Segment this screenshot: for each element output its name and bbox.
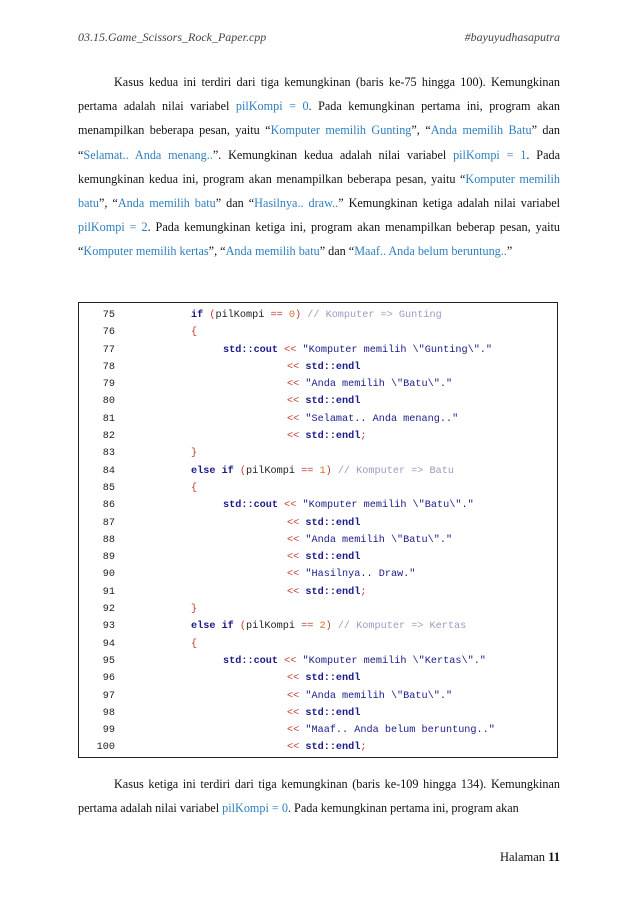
code-token: == xyxy=(301,465,314,477)
code-source xyxy=(191,480,197,497)
code-source xyxy=(191,636,197,653)
text-run: ”, “ xyxy=(411,123,431,138)
highlight-term: Anda memilih batu xyxy=(225,244,320,259)
code-token: "Maaf.. Anda belum beruntung.." xyxy=(305,725,495,737)
code-source xyxy=(287,722,495,739)
code-line xyxy=(79,636,557,653)
code-token: else if xyxy=(191,621,240,633)
text-run: ” dan “ xyxy=(319,244,355,259)
code-line xyxy=(79,307,557,324)
code-source xyxy=(287,532,452,549)
code-source xyxy=(287,739,367,756)
code-token: << xyxy=(287,725,300,737)
code-token: std::endl xyxy=(305,707,361,719)
code-source xyxy=(191,307,442,324)
code-token: } xyxy=(191,448,198,460)
code-token: // Komputer => Batu xyxy=(337,465,454,477)
code-token: << xyxy=(287,431,300,443)
header-author-tag: #bayuyudhasaputra xyxy=(464,30,560,44)
code-line xyxy=(79,411,557,428)
highlight-term: pilKompi = 0 xyxy=(235,99,309,114)
line-number: 94 xyxy=(102,638,115,650)
code-token: == xyxy=(270,310,283,321)
code-source xyxy=(191,445,197,462)
code-token: ) xyxy=(325,465,332,477)
code-source xyxy=(287,584,367,601)
code-token: << xyxy=(284,500,297,512)
code-line xyxy=(79,618,557,635)
line-number: 86 xyxy=(102,500,115,512)
text-run: . Pada kemungkinan pertama ini, program akan xyxy=(287,801,519,816)
code-line xyxy=(79,739,557,756)
code-token: 2 xyxy=(319,621,326,633)
code-token: ( xyxy=(239,465,247,477)
line-number: 89 xyxy=(102,552,115,564)
code-token: << xyxy=(287,413,300,425)
text-run: Kasus kedua ini terdiri dari tiga kemungkinan (baris ke-75 hingga 100). Kemungkinan pertama adalah nilai variabel xyxy=(78,75,560,114)
page-number: 11 xyxy=(548,850,560,864)
code-token: pilKompi xyxy=(215,310,271,321)
code-line xyxy=(79,393,557,410)
code-token: << xyxy=(287,552,300,564)
code-token: == xyxy=(301,621,314,633)
code-token: ) xyxy=(294,310,302,321)
code-line xyxy=(79,532,557,549)
code-token: << xyxy=(287,690,300,702)
code-source xyxy=(191,463,454,480)
line-number: 84 xyxy=(102,465,115,477)
code-token: << xyxy=(284,344,297,356)
text-run: . Pada kemungkinan kedua ini, program akan menampilkan beberapa pesan, yaitu “ xyxy=(78,147,560,186)
code-token: std::endl xyxy=(305,396,361,408)
code-token: std::endl xyxy=(305,586,361,598)
code-source xyxy=(287,393,360,410)
code-token: std::cout xyxy=(223,655,279,667)
line-number: 81 xyxy=(102,413,115,425)
highlight-term: pilKompi = 1 xyxy=(453,147,527,162)
code-token: "Anda memilih \"Batu\"." xyxy=(305,690,453,702)
code-token: 1 xyxy=(319,465,326,477)
code-line xyxy=(79,480,557,497)
text-run: Kasus ketiga ini terdiri dari tiga kemungkinan (baris ke-109 hingga 134). Kemungkinan pertama adalah nilai variabel xyxy=(78,777,560,816)
code-token: "Komputer memilih \"Batu\"." xyxy=(302,500,474,512)
page-header xyxy=(78,30,560,50)
code-token: std::cout xyxy=(223,344,279,356)
code-token: else if xyxy=(191,465,240,477)
line-number: 96 xyxy=(102,673,115,685)
code-token: << xyxy=(287,361,300,373)
highlight-term: Hasilnya.. draw.. xyxy=(254,196,339,211)
code-token: << xyxy=(287,379,300,391)
code-token: std::cout xyxy=(223,500,279,512)
line-number: 97 xyxy=(102,690,115,702)
line-number: 100 xyxy=(96,742,115,754)
line-number: 75 xyxy=(102,310,115,321)
text-run: ”. Kemungkinan kedua adalah nilai variabel xyxy=(212,147,454,162)
code-source xyxy=(223,497,474,514)
code-token: { xyxy=(191,638,198,650)
highlight-term: Maaf.. Anda belum beruntung.. xyxy=(354,244,507,259)
text-run: ” dan “ xyxy=(215,196,255,211)
code-line xyxy=(79,549,557,566)
code-source xyxy=(287,670,360,687)
code-source xyxy=(191,324,197,341)
code-source xyxy=(287,359,360,376)
footer-label: Halaman xyxy=(499,850,546,864)
code-source xyxy=(287,428,367,445)
highlight-term: Selamat.. Anda menang.. xyxy=(83,147,213,162)
code-token: ) xyxy=(325,621,332,633)
code-source xyxy=(287,705,360,722)
line-number: 78 xyxy=(102,361,115,373)
code-token: << xyxy=(287,569,300,581)
code-token: std::endl xyxy=(305,517,361,529)
line-number: 79 xyxy=(102,379,115,391)
code-line xyxy=(79,463,557,480)
highlight-term: pilKompi = 0 xyxy=(222,801,288,816)
code-source xyxy=(223,342,492,359)
code-line xyxy=(79,705,557,722)
code-token: ( xyxy=(209,310,216,321)
highlight-term: pilKompi = 2 xyxy=(78,220,148,235)
line-number: 76 xyxy=(102,327,115,339)
code-token: std::endl xyxy=(305,361,361,373)
text-run: ”, “ xyxy=(98,196,118,211)
code-line xyxy=(79,601,557,618)
code-source xyxy=(287,515,360,532)
line-number: 82 xyxy=(102,431,115,443)
code-line xyxy=(79,566,557,583)
code-line xyxy=(79,688,557,705)
code-token: << xyxy=(284,655,297,667)
code-line xyxy=(79,376,557,393)
code-token: << xyxy=(287,517,300,529)
code-token: << xyxy=(287,707,300,719)
highlight-term: Komputer memilih kertas xyxy=(83,244,209,259)
code-token: << xyxy=(287,742,300,754)
code-line xyxy=(79,722,557,739)
code-token: std::endl xyxy=(305,673,361,685)
code-source xyxy=(191,618,466,635)
code-token: pilKompi xyxy=(246,621,302,633)
code-token: std::endl xyxy=(305,431,361,443)
code-token: "Anda memilih \"Batu\"." xyxy=(305,379,453,391)
code-token: << xyxy=(287,673,300,685)
code-token: ; xyxy=(360,431,367,443)
line-number: 87 xyxy=(102,517,115,529)
code-token: // Komputer => Gunting xyxy=(307,310,442,321)
code-token: << xyxy=(287,396,300,408)
code-token: << xyxy=(287,534,300,546)
code-line xyxy=(79,670,557,687)
code-token: pilKompi xyxy=(246,465,302,477)
code-token: "Komputer memilih \"Gunting\"." xyxy=(302,344,493,356)
code-source xyxy=(287,688,452,705)
code-line xyxy=(79,515,557,532)
code-token: } xyxy=(191,604,198,616)
line-number: 92 xyxy=(102,604,115,616)
code-token: // Komputer => Kertas xyxy=(337,621,467,633)
code-token: "Anda memilih \"Batu\"." xyxy=(305,534,453,546)
code-source xyxy=(287,376,452,393)
highlight-term: Komputer memilih batu xyxy=(78,171,560,211)
line-number: 99 xyxy=(102,725,115,737)
code-source xyxy=(287,566,415,583)
code-token: { xyxy=(191,327,198,339)
line-number: 88 xyxy=(102,534,115,546)
code-line xyxy=(79,584,557,601)
code-token: { xyxy=(191,482,198,494)
code-token: "Hasilnya.. Draw." xyxy=(305,569,416,581)
code-token: ; xyxy=(360,586,367,598)
code-source xyxy=(287,549,360,566)
line-number: 85 xyxy=(102,482,115,494)
code-source xyxy=(223,653,486,670)
text-run: . Pada kemungkinan ketiga ini, program akan menampilkan beberap pesan, yaitu “ xyxy=(78,220,560,259)
text-run: ” dan “ xyxy=(78,123,560,162)
paragraph-case-three xyxy=(78,772,560,820)
text-run: ” xyxy=(506,244,513,259)
highlight-term: Anda memilih Batu xyxy=(430,123,532,138)
code-token: std::endl xyxy=(305,742,361,754)
highlight-term: Komputer memilih Gunting xyxy=(270,123,412,138)
line-number: 83 xyxy=(102,448,115,460)
code-listing xyxy=(78,302,558,758)
code-token: ; xyxy=(360,742,367,754)
code-token: if xyxy=(191,310,210,321)
code-line xyxy=(79,324,557,341)
line-number: 80 xyxy=(102,396,115,408)
header-filename: 03.15.Game_Scissors_Rock_Paper.cpp xyxy=(78,30,267,44)
code-line xyxy=(79,497,557,514)
line-number: 77 xyxy=(102,344,115,356)
code-line xyxy=(79,342,557,359)
code-source xyxy=(191,601,197,618)
code-line xyxy=(79,445,557,462)
code-token: 0 xyxy=(288,310,295,321)
code-line xyxy=(79,428,557,445)
line-number: 90 xyxy=(102,569,115,581)
line-number: 91 xyxy=(102,586,115,598)
code-line xyxy=(79,359,557,376)
code-token: << xyxy=(287,586,300,598)
text-run: . Pada kemungkinan pertama ini, program akan menampilkan beberapa pesan, yaitu “ xyxy=(78,99,560,138)
page-footer xyxy=(500,850,560,865)
line-number: 95 xyxy=(102,655,115,667)
code-token: "Komputer memilih \"Kertas\"." xyxy=(302,655,486,667)
code-source xyxy=(287,411,458,428)
highlight-term: Anda memilih batu xyxy=(117,196,216,211)
line-number: 93 xyxy=(102,621,115,633)
text-run: ” Kemungkinan ketiga adalah nilai variabel xyxy=(338,196,560,211)
code-token: ( xyxy=(239,621,247,633)
paragraph-case-two xyxy=(78,70,560,264)
text-run: ”, “ xyxy=(208,244,226,259)
code-token: std::endl xyxy=(305,552,361,564)
code-line xyxy=(79,653,557,670)
line-number: 98 xyxy=(102,707,115,719)
code-token: "Selamat.. Anda menang.." xyxy=(305,413,459,425)
